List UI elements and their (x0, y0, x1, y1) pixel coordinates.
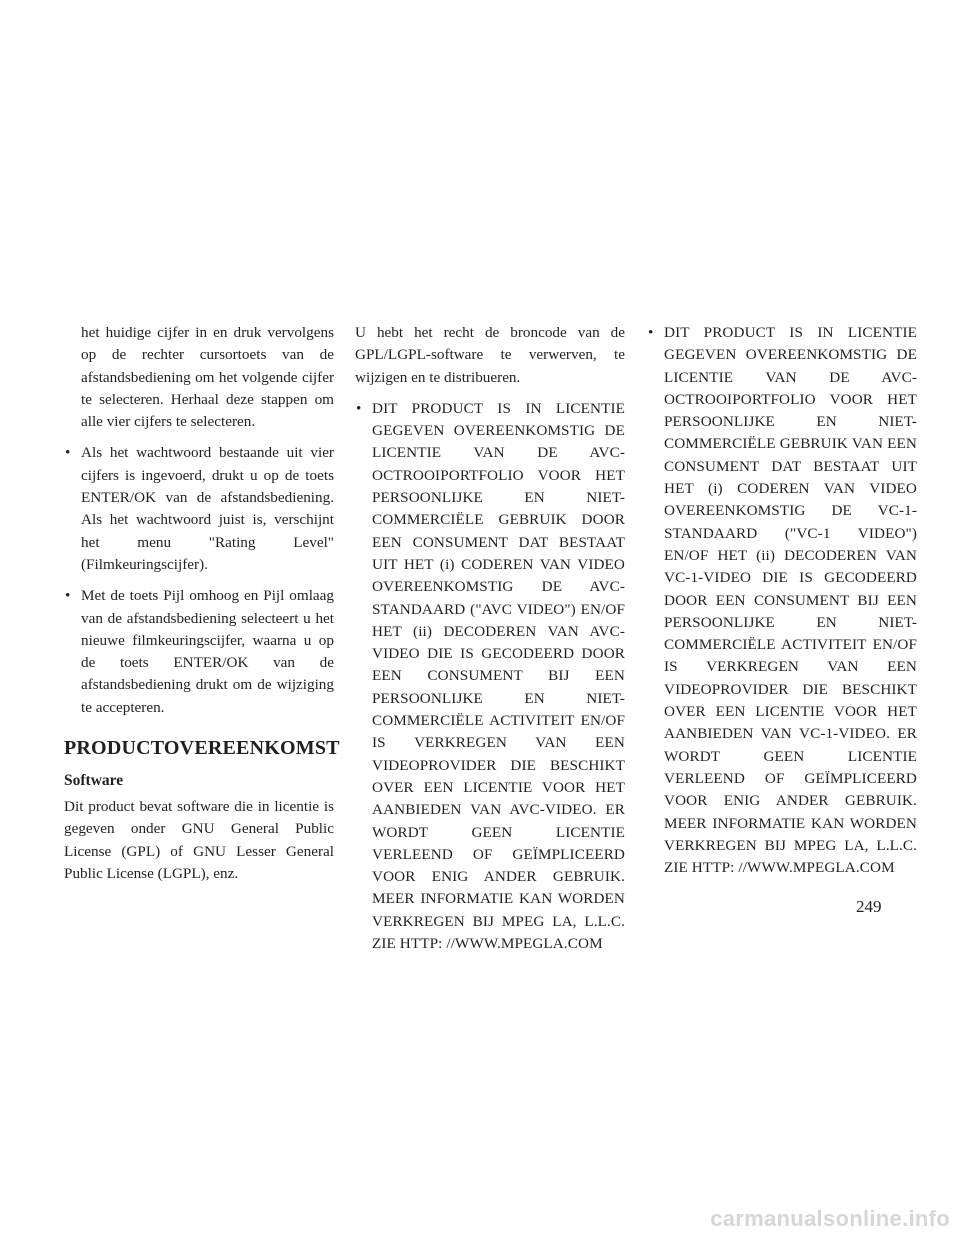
continuation-paragraph: het huidige cijfer in en druk vervolgens op de rechter cursortoets van de afstandsbediening om het volgende cijfer te selecteren. Herhaal deze stappen om alle vier cijfers te selecteren. (81, 324, 334, 431)
source-code-paragraph: U hebt het recht de broncode van de GPL/LGPL-software te verwerven, te wijzigen en te distribueren. (355, 324, 625, 386)
bullet-item-password-entered (64, 442, 334, 576)
bullet-dot: • (356, 399, 362, 417)
bullet-item-avc-license (355, 398, 625, 955)
bullet-dot: • (65, 444, 71, 462)
bullet-item-vc1-license (647, 322, 917, 879)
bullet-dot: • (65, 587, 71, 605)
page-number: 249 (856, 897, 882, 916)
bullet-item-select-rating (64, 585, 334, 719)
watermark-text: carmanualsonline.info (710, 1206, 950, 1231)
bullet-text: Als het wachtwoord bestaande uit vier cijfers is ingevoerd, drukt u op de toets ENTER/OK van de afstandsbediening. Als het wachtwoord juist is, verschijnt het menu "Rating Level" (Filmkeuringscijfer). (81, 444, 334, 573)
bullet-text: DIT PRODUCT IS IN LICENTIE GEGEVEN OVEREENKOMSTIG DE LICENTIE VAN DE AVC-OCTROOIPORTFOLIO VOOR HET PERSOONLIJKE EN NIET-COMMERCIËLE GEBRUIK VAN EEN CONSUMENT DAT BESTAAT UIT HET (i) CODEREN VAN VIDEO OVEREENKOMSTIG DE VC-1-STANDAARD ("VC-1 VIDEO") EN/OF HET (ii) DECODEREN VAN VC-1-VIDEO DIE IS GECODEERD DOOR EEN CONSUMENT BIJ EEN PERSOONLIJKE EN NIET-COMMERCIËLE ACTIVITEIT EN/OF IS VERKREGEN VAN EEN VIDEOPROVIDER DIE BESCHIKT OVER EEN LICENTIE VOOR HET AANBIEDEN VAN VC-1-VIDEO. ER WORDT GEEN LICENTIE VERLEEND OF GEÏMPLICEERD VOOR ENIG ANDER GEBRUIK. MEER INFORMATIE KAN WORDEN VERKREGEN BIJ MPEG LA, L.L.C. ZIE HTTP: //WWW.MPEGLA.COM (664, 324, 917, 877)
section-subheading: Software (64, 772, 124, 790)
software-paragraph: Dit product bevat software die in licentie is gegeven onder GNU General Public License (GPL) of GNU Lesser General Public License (LGPL), enz. (64, 798, 334, 882)
bullet-text: DIT PRODUCT IS IN LICENTIE GEGEVEN OVEREENKOMSTIG DE LICENTIE VAN DE AVC-OCTROOIPORTFOLIO VOOR HET PERSOONLIJKE EN NIET-COMMERCIËLE GEBRUIK DOOR EEN CONSUMENT DAT BESTAAT UIT HET (i) CODEREN VAN VIDEO OVEREENKOMSTIG DE AVC-STANDAARD ("AVC VIDEO") EN/OF HET (ii) DECODEREN VAN AVC-VIDEO DIE IS GECODEERD DOOR EEN CONSUMENT BIJ EEN PERSOONLIJKE EN NIET-COMMERCIËLE ACTIVITEIT EN/OF IS VERKREGEN VAN EEN VIDEOPROVIDER DIE BESCHIKT OVER EEN LICENTIE VOOR HET AANBIEDEN VAN AVC-VIDEO. ER WORDT GEEN LICENTIE VERLEEND OF GEÏMPLICEERD VOOR ENIG ANDER GEBRUIK. MEER INFORMATIE KAN WORDEN VERKREGEN BIJ MPEG LA, L.L.C. ZIE HTTP: //WWW.MPEGLA.COM (372, 399, 625, 953)
text-column-1 (64, 322, 340, 894)
bullet-dot: • (648, 324, 654, 341)
text-column-3 (647, 322, 917, 888)
text-column-2 (355, 322, 625, 964)
section-heading: PRODUCTOVEREENKOMST (64, 737, 340, 760)
bullet-text: Met de toets Pijl omhoog en Pijl omlaag van de afstandsbediening selecteert u het nieuwe filmkeuringscijfer, waarna u op de toets ENTER/OK van de afstandsbediening drukt om de wijziging te accepteren. (81, 587, 334, 716)
